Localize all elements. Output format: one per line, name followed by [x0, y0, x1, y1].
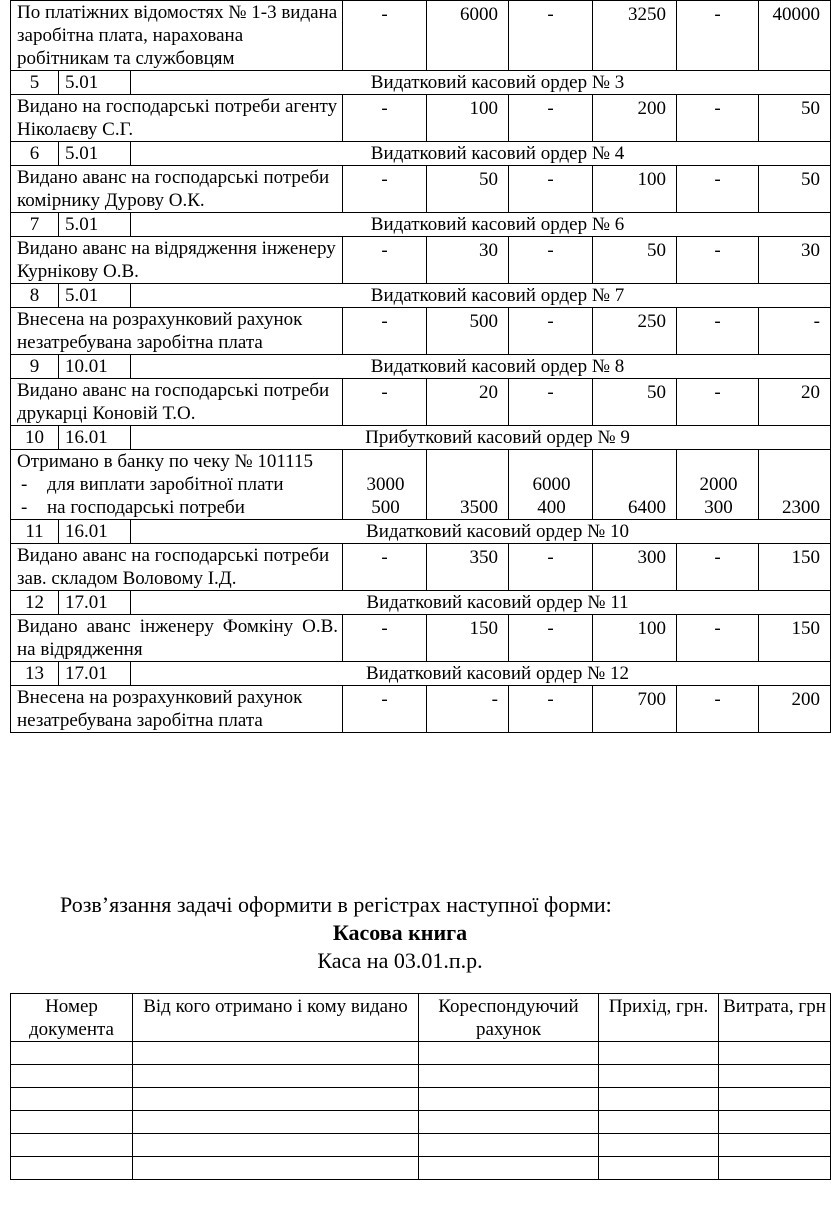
cash-book-empty-row: [11, 1157, 831, 1180]
amount-cell: 200: [759, 686, 831, 733]
cash-order-title: Видатковий касовий ордер № 4: [131, 142, 831, 166]
amount-value: 500: [371, 497, 400, 518]
cash-book-header-account: Кореспондуючий рахунок: [419, 994, 599, 1042]
cash-book-empty-cell[interactable]: [419, 1042, 599, 1065]
cash-book-empty-cell[interactable]: [599, 1134, 719, 1157]
ledger-table: [10, 0, 831, 733]
ledger-header-row: [11, 355, 831, 379]
amount-cell: 20: [427, 379, 509, 426]
ledger-header-row: [11, 213, 831, 237]
amount-cell: [759, 450, 831, 520]
amount-cell: [509, 450, 593, 520]
cash-book-empty-row: [11, 1134, 831, 1157]
amount-cell: 40000: [759, 1, 831, 71]
operation-description: Внесена на розрахунковий рахунок незатребувана заробітна плата: [11, 308, 343, 355]
operation-description: Видано аванс на господарські потреби зав. складом Воловому І.Д.: [11, 544, 343, 591]
amount-cell: [677, 450, 759, 520]
amount-cell: -: [509, 544, 593, 591]
amount-cell: 100: [593, 166, 677, 213]
amount-cell: 30: [759, 237, 831, 284]
amount-cell: 300: [593, 544, 677, 591]
cash-book-title-text: Касова книга: [332, 920, 468, 945]
cash-book-empty-cell[interactable]: [133, 1111, 419, 1134]
cash-book-empty-cell[interactable]: [133, 1157, 419, 1180]
amount-cell: -: [677, 544, 759, 591]
cash-order-title: Видатковий касовий ордер № 12: [131, 662, 831, 686]
amount-value: 6000: [532, 474, 571, 495]
cash-order-title: Видатковий касовий ордер № 10: [131, 520, 831, 544]
ledger-header-row: [11, 284, 831, 308]
cash-book-empty-cell[interactable]: [599, 1111, 719, 1134]
amount-cell: 50: [427, 166, 509, 213]
ledger-entry-row: [11, 686, 831, 733]
entry-number: 11: [11, 520, 59, 544]
cash-book-empty-cell[interactable]: [599, 1042, 719, 1065]
amount-cell: 50: [759, 95, 831, 142]
ledger-entry-row: [11, 450, 831, 520]
cash-book-empty-cell[interactable]: [11, 1065, 133, 1088]
amount-cell: -: [677, 308, 759, 355]
cash-order-title: Видатковий касовий ордер № 11: [131, 591, 831, 615]
cash-book-header-income: Прихід, грн.: [599, 994, 719, 1042]
amount-cell: -: [509, 166, 593, 213]
cash-book-empty-cell[interactable]: [419, 1065, 599, 1088]
cash-book-empty-cell[interactable]: [719, 1134, 831, 1157]
cash-book-empty-cell[interactable]: [133, 1088, 419, 1111]
amount-cell: -: [509, 615, 593, 662]
amount-cell: -: [343, 1, 427, 71]
operation-description: Видано на господарські потреби агенту Ніколаєву С.Г.: [11, 95, 343, 142]
amount-total: 6400: [628, 497, 666, 518]
cash-book-empty-row: [11, 1088, 831, 1111]
amount-cell: -: [343, 615, 427, 662]
cash-order-title: Видатковий касовий ордер № 3: [131, 71, 831, 95]
amount-cell: 150: [759, 615, 831, 662]
entry-number: 6: [11, 142, 59, 166]
ledger-entry-row: [11, 544, 831, 591]
operation-description: Видано аванс на господарські потреби комірнику Дурову О.К.: [11, 166, 343, 213]
entry-number: 13: [11, 662, 59, 686]
cash-book-header-row: [11, 994, 831, 1042]
amount-cell: -: [343, 237, 427, 284]
amount-cell: -: [509, 237, 593, 284]
amount-cell: 30: [427, 237, 509, 284]
sub-item-text: для виплати заробітної плати: [47, 474, 284, 495]
amount-total: 2300: [782, 497, 820, 518]
amount-cell: 500: [427, 308, 509, 355]
cash-book-empty-cell[interactable]: [419, 1088, 599, 1111]
ledger-header-row: [11, 71, 831, 95]
entry-date: 10.01: [59, 355, 131, 379]
cash-book-empty-cell[interactable]: [133, 1134, 419, 1157]
amount-cell: -: [343, 686, 427, 733]
amount-cell: 6000: [427, 1, 509, 71]
cash-book-subtitle-text: Каса на 03.01.п.р.: [317, 948, 483, 973]
cash-book-title: [0, 920, 816, 946]
ledger-entry-row: [11, 308, 831, 355]
sub-item-text: на господарські потреби: [47, 497, 245, 518]
amount-cell: -: [677, 95, 759, 142]
amount-cell: -: [759, 308, 831, 355]
entry-date: 5.01: [59, 142, 131, 166]
entry-number: 10: [11, 426, 59, 450]
operation-sub-item: [17, 496, 338, 519]
cash-book-header-doc-number: Номер документа: [11, 994, 133, 1042]
amount-cell: 150: [427, 615, 509, 662]
cash-book-subtitle: [0, 948, 816, 974]
amount-cell: [427, 450, 509, 520]
amount-cell: 3250: [593, 1, 677, 71]
amount-cell: -: [677, 615, 759, 662]
cash-book-empty-cell[interactable]: [133, 1065, 419, 1088]
amount-cell: -: [343, 379, 427, 426]
ledger-entry-row: [11, 615, 831, 662]
amount-total: 3500: [460, 497, 498, 518]
ledger-header-row: [11, 426, 831, 450]
amount-cell: -: [677, 686, 759, 733]
amount-cell: 100: [427, 95, 509, 142]
cash-book-empty-cell[interactable]: [11, 1111, 133, 1134]
cash-book-empty-cell[interactable]: [11, 1134, 133, 1157]
cash-book-empty-cell[interactable]: [719, 1088, 831, 1111]
entry-number: 7: [11, 213, 59, 237]
cash-book-empty-cell[interactable]: [133, 1042, 419, 1065]
cash-book-empty-row: [11, 1042, 831, 1065]
amount-cell: 20: [759, 379, 831, 426]
cash-book-empty-cell[interactable]: [419, 1111, 599, 1134]
ledger-entry-row: [11, 237, 831, 284]
cash-order-title: Видатковий касовий ордер № 6: [131, 213, 831, 237]
amount-cell: -: [677, 1, 759, 71]
entry-date: 17.01: [59, 591, 131, 615]
operation-description: Видано аванс на господарські потреби друкарці Коновій Т.О.: [11, 379, 343, 426]
operation-description: Видано аванс на відрядження інженеру Курнікову О.В.: [11, 237, 343, 284]
amount-cell: [593, 450, 677, 520]
amount-cell: -: [343, 166, 427, 213]
ledger-header-row: [11, 142, 831, 166]
amount-value: 300: [704, 497, 733, 518]
cash-book-empty-cell[interactable]: [419, 1157, 599, 1180]
amount-value: 400: [537, 497, 566, 518]
amount-cell: -: [509, 1, 593, 71]
amount-cell: 50: [759, 166, 831, 213]
amount-cell: 100: [593, 615, 677, 662]
entry-number: 5: [11, 71, 59, 95]
operation-description: По платіжних відомостях № 1-3 видана заробітна плата, нарахована робітникам та службовцям: [11, 1, 343, 71]
ledger-entry-row: [11, 1, 831, 71]
operation-sub-item: [17, 473, 338, 496]
entry-number: 9: [11, 355, 59, 379]
cash-book-empty-cell[interactable]: [719, 1065, 831, 1088]
amount-cell: 50: [593, 237, 677, 284]
entry-date: 5.01: [59, 213, 131, 237]
entry-date: 17.01: [59, 662, 131, 686]
amount-cell: 700: [593, 686, 677, 733]
cash-book-empty-cell[interactable]: [599, 1157, 719, 1180]
amount-cell: 200: [593, 95, 677, 142]
amount-cell: -: [343, 95, 427, 142]
operation-description: Внесена на розрахунковий рахунок незатребувана заробітна плата: [11, 686, 343, 733]
cash-book-header-expense: Витрата, грн: [719, 994, 831, 1042]
amount-cell: -: [677, 237, 759, 284]
entry-date: 5.01: [59, 284, 131, 308]
amount-cell: -: [509, 379, 593, 426]
cash-book-empty-cell[interactable]: [599, 1065, 719, 1088]
ledger-entry-row: [11, 166, 831, 213]
amount-cell: -: [677, 166, 759, 213]
cash-book-table: [10, 993, 831, 1180]
cash-book-empty-cell[interactable]: [719, 1157, 831, 1180]
entry-date: 16.01: [59, 426, 131, 450]
ledger-header-row: [11, 591, 831, 615]
cash-book-empty-row: [11, 1111, 831, 1134]
amount-cell: 350: [427, 544, 509, 591]
ledger-header-row: [11, 662, 831, 686]
ledger-entry-row: [11, 95, 831, 142]
cash-book-empty-cell[interactable]: [11, 1042, 133, 1065]
operation-description: [11, 450, 343, 520]
amount-value: 2000: [699, 474, 738, 495]
amount-cell: -: [509, 95, 593, 142]
entry-number: 12: [11, 591, 59, 615]
amount-cell: 150: [759, 544, 831, 591]
amount-cell: -: [343, 308, 427, 355]
cash-book-empty-cell[interactable]: [599, 1088, 719, 1111]
cash-book-empty-cell[interactable]: [11, 1157, 133, 1180]
operation-lead: Отримано в банку по чеку № 101115: [17, 451, 313, 472]
cash-book-header-counterparty: Від кого отримано і кому видано: [133, 994, 419, 1042]
entry-date: 16.01: [59, 520, 131, 544]
amount-cell: 250: [593, 308, 677, 355]
ledger-header-row: [11, 520, 831, 544]
amount-cell: -: [343, 544, 427, 591]
amount-cell: -: [677, 379, 759, 426]
amount-value: 3000: [366, 474, 405, 495]
ledger-entry-row: [11, 379, 831, 426]
cash-order-title: Видатковий касовий ордер № 8: [131, 355, 831, 379]
cash-book-empty-cell[interactable]: [719, 1042, 831, 1065]
amount-cell: [343, 450, 427, 520]
amount-cell: -: [509, 686, 593, 733]
dash-marker: -: [21, 474, 28, 495]
cash-book-empty-cell[interactable]: [719, 1111, 831, 1134]
entry-date: 5.01: [59, 71, 131, 95]
dash-marker: -: [21, 497, 28, 518]
cash-book-empty-cell[interactable]: [419, 1134, 599, 1157]
entry-number: 8: [11, 284, 59, 308]
instruction-text: Розв’язання задачі оформити в регістрах наступної форми:: [60, 892, 612, 917]
cash-book-empty-row: [11, 1065, 831, 1088]
amount-cell: -: [509, 308, 593, 355]
cash-order-title: Прибутковий касовий ордер № 9: [131, 426, 831, 450]
cash-book-empty-cell[interactable]: [11, 1088, 133, 1111]
operation-description: Видано аванс інженеру Фомкіну О.В. на відрядження: [11, 615, 343, 662]
cash-order-title: Видатковий касовий ордер № 7: [131, 284, 831, 308]
amount-cell: -: [427, 686, 509, 733]
amount-cell: 50: [593, 379, 677, 426]
